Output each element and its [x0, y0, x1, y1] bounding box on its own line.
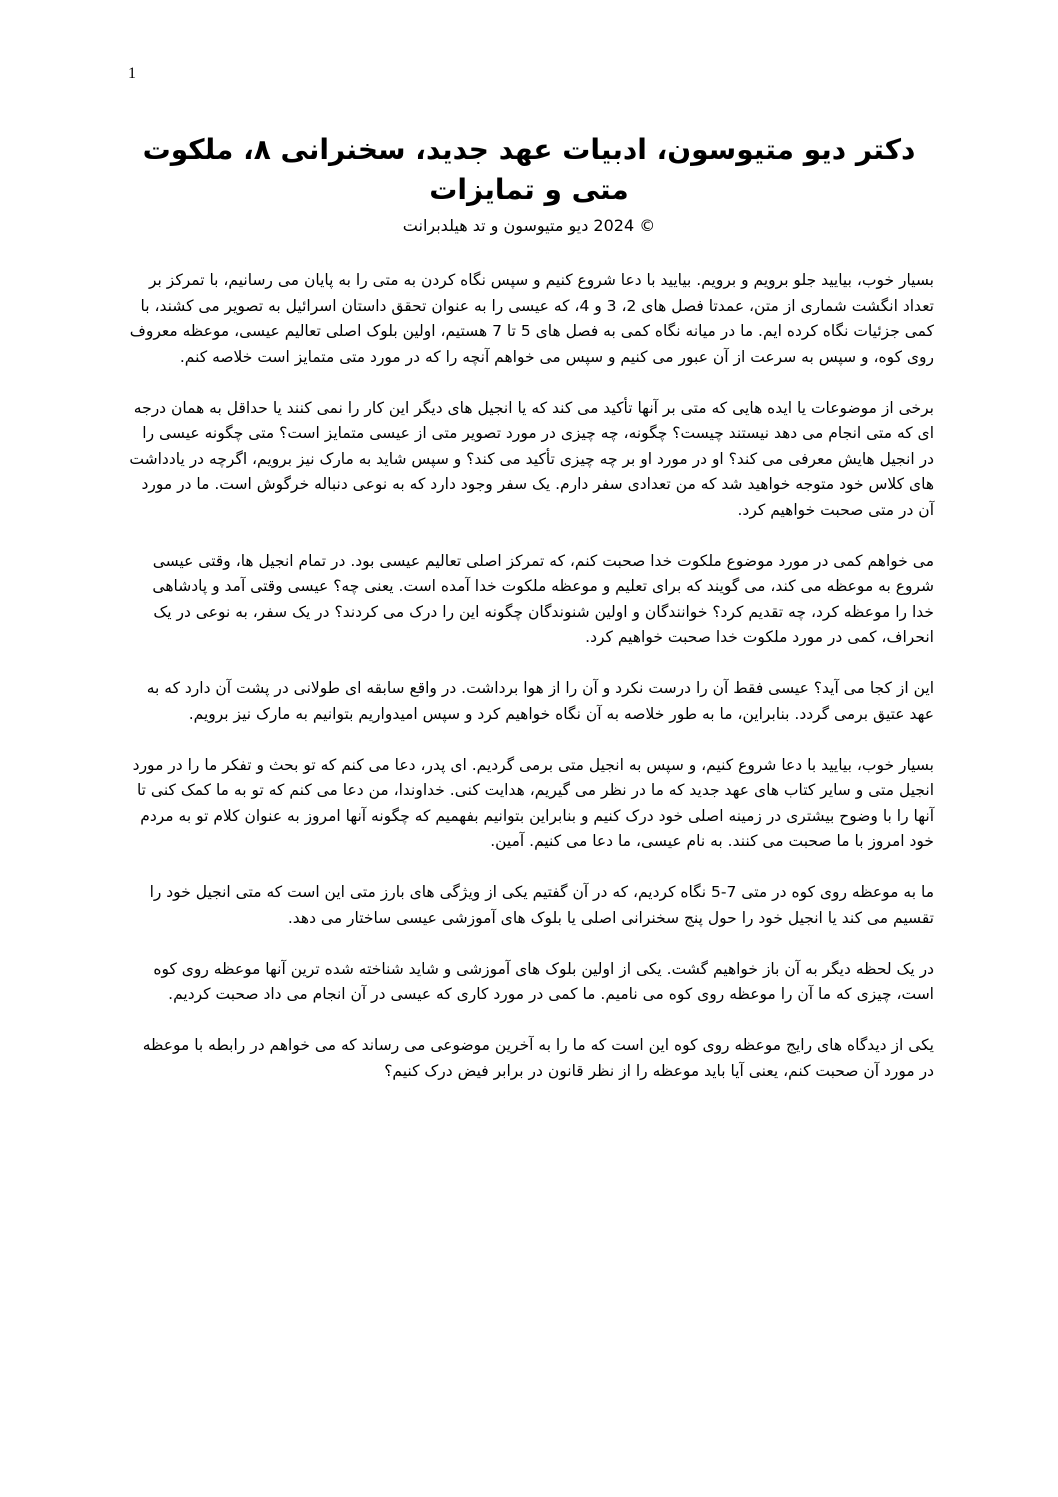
- document-title: دکتر دیو متیوسون، ادبیات عهد جدید، سخنرانی ۸، ملکوت متی و تمایزات: [142, 133, 916, 206]
- paragraph-2: برخی از موضوعات یا ایده هایی که متی بر آنها تأکید می کند که یا انجیل های دیگر این کار را نمی کنند یا حداقل به همان درجه ای که متی انجام می دهد نیستند چیست؟ چگونه، چه چیزی در مورد تصویر متی از عیسی متمایز است؟ متی چگونه عیسی را در انجیل هایش معرفی می کند؟ او در مورد او بر چه چیزی تأکید می کند؟ و سپس شاید به مارک نیز برویم، اگرچه در یادداشت های کلاس خود متوجه خواهید شد که من تعدادی سفر دارم. یک سفر وجود دارد که به نوعی دنباله خرگوش است. ما در مورد آن در متی صحبت خواهیم کرد.: [129, 398, 934, 519]
- page-number: 1: [128, 65, 136, 82]
- paragraph-4: این از کجا می آید؟ عیسی فقط آن را درست نکرد و آن را از هوا برداشت. در واقع سابقه ای طولانی در پشت آن دارد که به عهد عتیق برمی گردد. بنابراین، ما به طور خلاصه به آن نگاه خواهیم کرد و سپس امیدواریم بتوانیم به مارک نیز برویم.: [146, 679, 934, 723]
- paragraph-7: در یک لحظه دیگر به آن باز خواهیم گشت. یکی از اولین بلوک های آموزشی و شاید شناخته شده ترین آنها موعظه روی کوه است، چیزی که ما آن را موعظه روی کوه می نامیم. ما کمی در مورد کاری که عیسی در آن انجام می داد صحبت کردیم.: [153, 959, 934, 1003]
- document-body: [128, 268, 934, 1110]
- paragraph-8: یکی از دیدگاه های رایج موعظه روی کوه این است که ما را به آخرین موضوعی می رساند که می خواهم در رابطه با موعظه در مورد آن صحبت کنم، یعنی آیا باید موعظه را از نظر قانون در برابر فیض درک کنیم؟: [142, 1036, 934, 1080]
- paragraph-6: ما به موعظه روی کوه در متی 7-5 نگاه کردیم، که در آن گفتیم یکی از ویژگی های بارز متی این است که متی انجیل خود را تقسیم می کند یا انجیل خود را حول پنج سخنرانی اصلی یا بلوک های آموزشی عیسی ساختار می دهد.: [149, 883, 934, 927]
- paragraph-5: بسیار خوب، بیایید با دعا شروع کنیم، و سپس به انجیل متی برمی گردیم. ای پدر، دعا می کنم که تو بحث و تفکر ما را در مورد انجیل متی و سایر کتاب های عهد جدید که ما در نظر می گیریم، هدایت کنی. خداوندا، من دعا می کنم که تو به ما کمک کنی تا آنها را با وضوح بیشتری در زمینه اصلی خود درک کنیم و بنابراین بتوانیم بفهمیم که چگونه آنها امروز به عنوان کلام تو به مردم خود امروز با ما صحبت می کنند. به نام عیسی، ما دعا می کنیم. آمین.: [132, 755, 934, 850]
- copyright-line: © 2024 دیو متیوسون و تد هیلدبرانت: [402, 216, 656, 235]
- paragraph-1: بسیار خوب، بیایید جلو برویم و برویم. بیایید با دعا شروع کنیم و سپس نگاه کردن به متی را به پایان می رسانیم، با تمرکز بر تعداد انگشت شماری از متن، عمدتا فصل های 2، 3 و 4، که عیسی را به عنوان تحقق داستان اسرائیل به تصویر می کشند، با کمی جزئیات نگاه کرده ایم. ما در میانه نگاه کمی به فصل های 5 تا 7 هستیم، اولین بلوک اصلی تعالیم عیسی، موعظه معروف روی کوه، و سپس به سرعت از آن عبور می کنیم و سپس می خواهم آنچه را که در مورد متی متمایز است خلاصه کنم.: [129, 271, 934, 366]
- paragraph-3: می خواهم کمی در مورد موضوع ملکوت خدا صحبت کنم، که تمرکز اصلی تعالیم عیسی بود. در تمام انجیل ها، وقتی عیسی شروع به موعظه می کند، می گویند که برای تعلیم و موعظه ملکوت خدا آمده است. یعنی چه؟ عیسی وقتی آمد و پادشاهی خدا را موعظه کرد، چه تقدیم کرد؟ خوانندگان و اولین شنوندگان چگونه این را درک می کردند؟ در یک سفر، به نوعی در یک انحراف، کمی در مورد ملکوت خدا صحبت خواهیم کرد.: [152, 551, 934, 646]
